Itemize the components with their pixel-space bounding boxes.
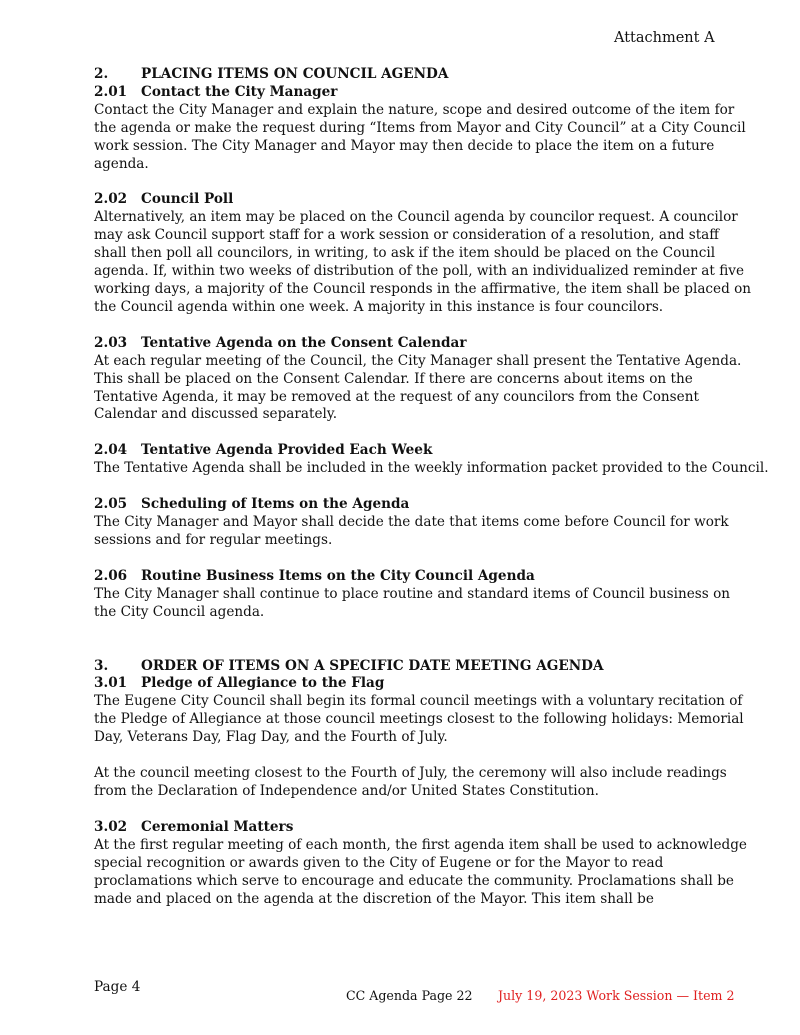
section-heading xyxy=(94,658,754,676)
subsection-title: Tentative Agenda on the Consent Calendar xyxy=(141,334,467,351)
subsection-heading xyxy=(94,84,754,102)
subsection-heading xyxy=(94,675,754,693)
subsection-number: 2.04 xyxy=(94,442,128,459)
paragraph: At each regular meeting of the Council, the City Manager shall present the Tentative Agenda. This shall be placed on the Consent Calendar. If there are concerns about items on the Tentative Agenda, it may be removed at the request of any councilors from the Consent Calendar and discussed separately. xyxy=(94,352,742,423)
subsection-number: 2.02 xyxy=(94,191,128,208)
subsection-heading xyxy=(94,335,754,353)
paragraph: At the first regular meeting of each month, the first agenda item shall be used to acknowledge special recognition or awards given to the City of Eugene or for the Mayor to read proclamations which serve to encourage and educate the community. Proclamations shall be made and placed on the agenda at the discretion of the Mayor. This item shall be xyxy=(94,836,747,907)
cc-agenda-page: CC Agenda Page 22 xyxy=(346,988,473,1003)
subsection-title: Tentative Agenda Provided Each Week xyxy=(141,442,433,459)
section-number: 2. xyxy=(94,66,109,82)
subsection-number: 2.06 xyxy=(94,567,128,584)
section-title: PLACING ITEMS ON COUNCIL AGENDA xyxy=(141,66,449,82)
subsection-title: Contact the City Manager xyxy=(141,83,338,100)
subsection-number: 2.03 xyxy=(94,334,128,351)
subsection-title: Ceremonial Matters xyxy=(141,818,294,835)
subsection-number: 3.01 xyxy=(94,675,128,692)
subsection-title: Council Poll xyxy=(141,191,234,208)
subsection-heading xyxy=(94,568,754,586)
subsection-number: 2.01 xyxy=(94,83,128,100)
paragraph: Contact the City Manager and explain the nature, scope and desired outcome of the item for the agenda or make the request during “Items from Mayor and City Council” at a City Council work session. The City Manager and Mayor may then decide to place the item on a future agenda. xyxy=(94,101,746,172)
subsection-heading xyxy=(94,442,754,460)
section-number: 3. xyxy=(94,657,109,674)
subsection-heading xyxy=(94,496,754,514)
paragraph: At the council meeting closest to the Fourth of July, the ceremony will also include readings from the Declaration of Independence and/or United States Constitution. xyxy=(94,765,727,799)
subsection-heading xyxy=(94,191,754,209)
paragraph: The Eugene City Council shall begin its formal council meetings with a voluntary recitation of the Pledge of Allegiance at those council meetings closest to the following holidays: Memorial Day, Veterans Day, Flag Day, and the Fourth of July. xyxy=(94,693,744,746)
paragraph: Alternatively, an item may be placed on the Council agenda by councilor request. A councilor may ask Council support staff for a work session or consideration of a resolution, and staff shall then poll all councilors, in writing, to ask if the item should be placed on the Council agenda. If, within two weeks of distribution of the poll, with an individualized reminder at five working days, a majority of the Council responds in the affirmative, the item shall be placed on the Council agenda within one week. A majority in this instance is four councilors. xyxy=(94,209,752,315)
page-number: Page 4 xyxy=(94,979,141,995)
subsection-number: 3.02 xyxy=(94,818,128,835)
subsection-title: Routine Business Items on the City Council Agenda xyxy=(141,567,535,584)
subsection-title: Pledge of Allegiance to the Flag xyxy=(141,675,385,692)
section-title: ORDER OF ITEMS ON A SPECIFIC DATE MEETING AGENDA xyxy=(141,657,604,674)
section-heading xyxy=(94,66,754,84)
paragraph: The City Manager and Mayor shall decide the date that items come before Council for work sessions and for regular meetings. xyxy=(94,514,729,548)
paragraph: The City Manager shall continue to place routine and standard items of Council business on the City Council agenda. xyxy=(94,585,731,620)
work-session-label: July 19, 2023 Work Session — Item 2 xyxy=(498,988,735,1003)
subsection-heading xyxy=(94,819,754,837)
subsection-number: 2.05 xyxy=(94,496,128,513)
subsection-title: Scheduling of Items on the Agenda xyxy=(141,496,410,513)
paragraph: The Tentative Agenda shall be included in the weekly information packet provided to the Council. xyxy=(94,460,769,477)
document-body xyxy=(94,66,769,908)
attachment-label: Attachment A xyxy=(614,30,715,46)
